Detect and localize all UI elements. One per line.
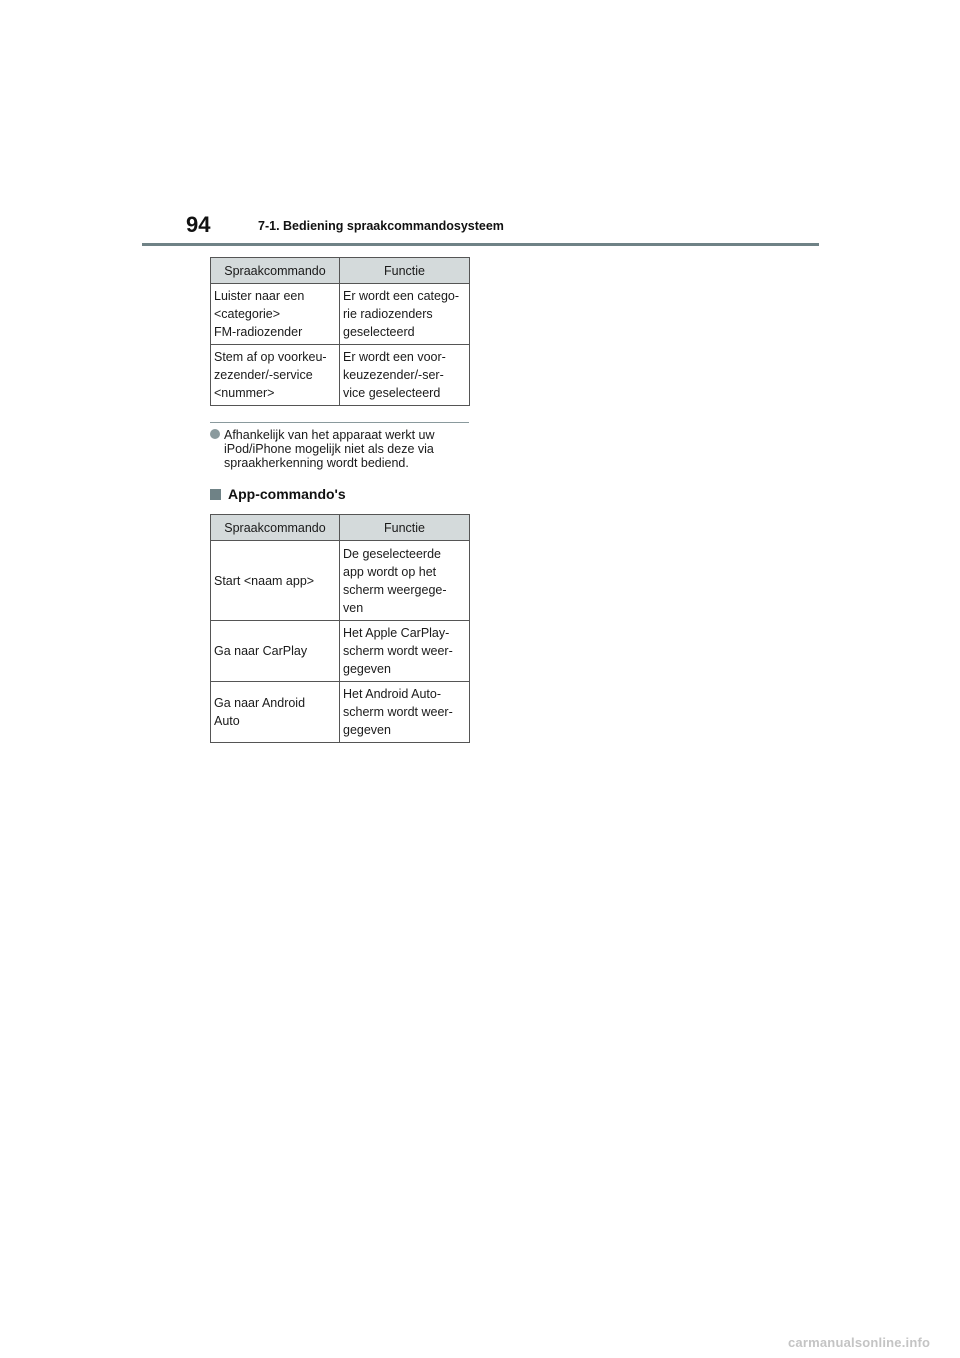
table-cell-function: Er wordt een voor- keuzezender/-ser- vice geselecteerd <box>340 345 470 406</box>
column-header-command: Spraakcommando <box>211 258 340 284</box>
table-cell-command: Luister naar een <categorie> FM-radiozender <box>211 284 340 345</box>
table-cell-function: De geselecteerde app wordt op het scherm weergege- ven <box>340 541 470 621</box>
table-cell-command: Start <naam app> <box>211 541 340 621</box>
table-row <box>211 284 470 345</box>
table-row <box>211 541 470 621</box>
square-bullet-icon <box>210 489 221 500</box>
table-header-row <box>211 515 470 541</box>
column-header-command: Spraakcommando <box>211 515 340 541</box>
page-number: 94 <box>186 212 211 237</box>
table-cell-command: Ga naar Android Auto <box>211 682 340 743</box>
table-cell-function: Het Android Auto- scherm wordt weer- gegeven <box>340 682 470 743</box>
note-bullet <box>210 428 469 470</box>
column-header-function: Functie <box>340 515 470 541</box>
watermark: carmanualsonline.info <box>788 1335 931 1350</box>
voice-command-table-radio <box>210 257 470 406</box>
table-cell-command: Stem af op voorkeu- zezender/-service <nummer> <box>211 345 340 406</box>
column-header-function: Functie <box>340 258 470 284</box>
section-title: 7-1. Bediening spraakcommandosysteem <box>258 219 504 233</box>
subheading-text: App-commando's <box>228 486 346 502</box>
table-row <box>211 345 470 406</box>
voice-command-table-apps <box>210 514 470 743</box>
table-row <box>211 682 470 743</box>
bullet-dot-icon <box>210 429 220 439</box>
table-row <box>211 621 470 682</box>
table-header-row <box>211 258 470 284</box>
table-cell-function: Het Apple CarPlay- scherm wordt weer- gegeven <box>340 621 470 682</box>
note-text: Afhankelijk van het apparaat werkt uw iPod/iPhone mogelijk niet als deze via spraakherkenning wordt bediend. <box>224 428 435 470</box>
header-rule <box>142 243 819 246</box>
table-cell-command: Ga naar CarPlay <box>211 621 340 682</box>
note-divider <box>210 422 469 423</box>
table-cell-function: Er wordt een catego- rie radiozenders geselecteerd <box>340 284 470 345</box>
subheading-app-commands <box>210 486 346 502</box>
